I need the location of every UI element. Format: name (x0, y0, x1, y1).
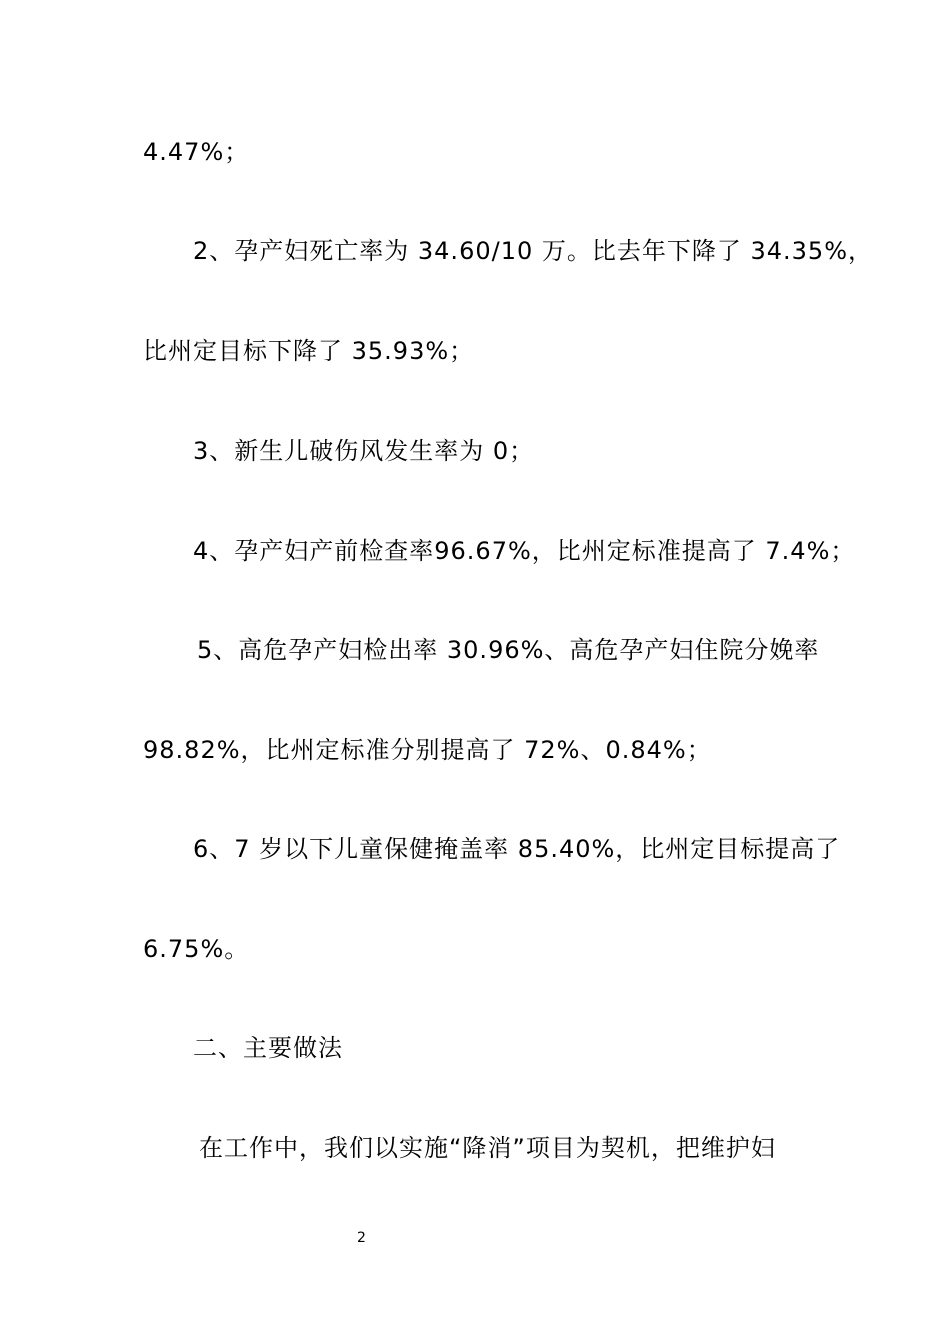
text-line-3: 比州定目标下降了 35.93%； (143, 337, 475, 365)
text-line-11: 在工作中，我们以实施“降消”项目为契机，把维护妇 (199, 1134, 776, 1162)
section-heading: 二、主要做法 (193, 1034, 343, 1062)
text-line-7: 98.82%，比州定标准分别提高了 72%、0.84%； (143, 736, 712, 764)
text-line-9: 6.75%。 (143, 935, 250, 963)
text-line-8: 6、7 岁以下儿童保健掩盖率 85.40%，比州定目标提高了 (193, 835, 841, 863)
text-line-6: 5、高危孕产妇检出率 30.96%、高危孕产妇住院分娩率 (197, 636, 820, 664)
text-line-1: 4.47%； (143, 138, 250, 166)
text-line-5: 4、孕产妇产前检查率96.67%，比州定标准提高了 7.4%； (193, 537, 856, 565)
text-line-2: 2、孕产妇死亡率为 34.60/10 万。比去年下降了 34.35%， (193, 237, 873, 265)
text-line-4: 3、新生儿破伤风发生率为 0； (193, 437, 535, 465)
page-number: 2 (357, 1230, 366, 1246)
